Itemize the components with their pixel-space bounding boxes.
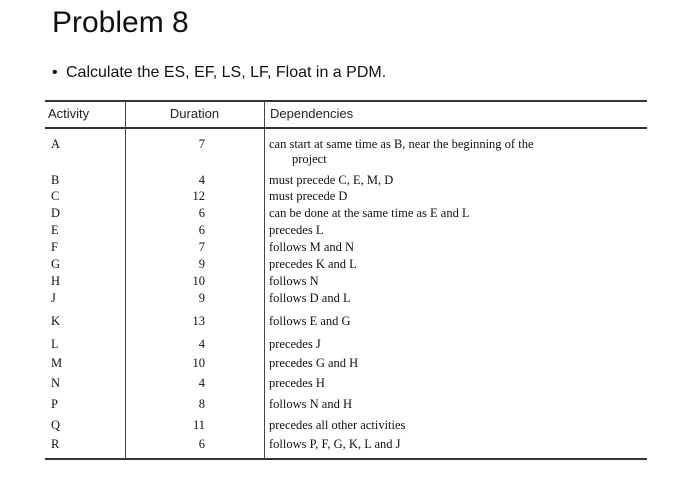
duration-cell: 7 — [198, 137, 205, 151]
duration-cell: 10 — [192, 356, 205, 370]
header-activity: Activity — [48, 106, 90, 121]
activity-cell: J — [51, 291, 56, 305]
header-duration: Duration — [169, 106, 220, 121]
dependency-cell: precedes H — [269, 376, 325, 390]
dependency-cell: can be done at the same time as E and L — [269, 206, 470, 220]
dependency-cell: must precede D — [269, 189, 348, 203]
duration-cell: 13 — [192, 314, 205, 328]
dependency-cell: follows M and N — [269, 240, 355, 254]
duration-cell: 9 — [198, 257, 205, 271]
activity-cell: C — [51, 189, 60, 203]
activity-cell: R — [51, 437, 60, 451]
activity-cell: M — [51, 356, 63, 370]
duration-cell: 7 — [198, 240, 205, 254]
header-dependencies: Dependencies — [270, 106, 354, 121]
activity-cell: F — [51, 240, 58, 254]
dependency-cell: follows D and L — [269, 291, 351, 305]
column-divider — [264, 100, 265, 460]
activity-cell: A — [51, 137, 61, 151]
activity-cell: G — [51, 257, 61, 271]
dependency-cell: follows E and G — [269, 314, 351, 328]
table-top-rule — [45, 100, 647, 102]
duration-cell: 9 — [198, 291, 205, 305]
dependency-cell: must precede C, E, M, D — [269, 173, 394, 187]
dependency-cell: follows N and H — [269, 397, 352, 411]
duration-cell: 6 — [198, 223, 205, 237]
activity-cell: Q — [51, 418, 61, 432]
duration-cell: 4 — [198, 376, 205, 390]
activity-cell: H — [51, 274, 61, 288]
activity-cell: P — [51, 397, 58, 411]
bullet-text: Calculate the ES, EF, LS, LF, Float in a PDM. — [66, 64, 387, 81]
dependency-cell: precedes G and H — [269, 356, 359, 370]
activity-cell: B — [51, 173, 60, 187]
duration-cell: 10 — [192, 274, 205, 288]
activity-cell: D — [51, 206, 61, 220]
dependency-cell: follows P, F, G, K, L and J — [269, 437, 401, 451]
duration-cell: 12 — [192, 189, 205, 203]
page-title: Problem 8 — [52, 6, 189, 39]
table-bottom-rule — [45, 458, 647, 460]
dependency-cell-continued: project — [292, 152, 327, 166]
activity-cell: E — [51, 223, 59, 237]
dependency-cell: precedes K and L — [269, 257, 357, 271]
activity-cell: K — [51, 314, 61, 328]
duration-cell: 6 — [198, 206, 205, 220]
dependency-cell: precedes L — [269, 223, 324, 237]
bullet-dot: • — [52, 64, 58, 81]
dependency-cell: can start at same time as B, near the beginning of the — [269, 137, 534, 151]
duration-cell: 4 — [198, 337, 205, 351]
activity-cell: N — [51, 376, 61, 390]
activity-cell: L — [51, 337, 59, 351]
duration-cell: 11 — [192, 418, 205, 432]
duration-cell: 6 — [198, 437, 205, 451]
dependency-cell: precedes all other activities — [269, 418, 406, 432]
bullet-item — [52, 64, 386, 82]
activity-table — [45, 100, 647, 460]
dependency-cell: precedes J — [269, 337, 321, 351]
duration-cell: 8 — [198, 397, 205, 411]
dependency-cell: follows N — [269, 274, 319, 288]
table-header-rule — [45, 127, 647, 129]
duration-cell: 4 — [198, 173, 205, 187]
